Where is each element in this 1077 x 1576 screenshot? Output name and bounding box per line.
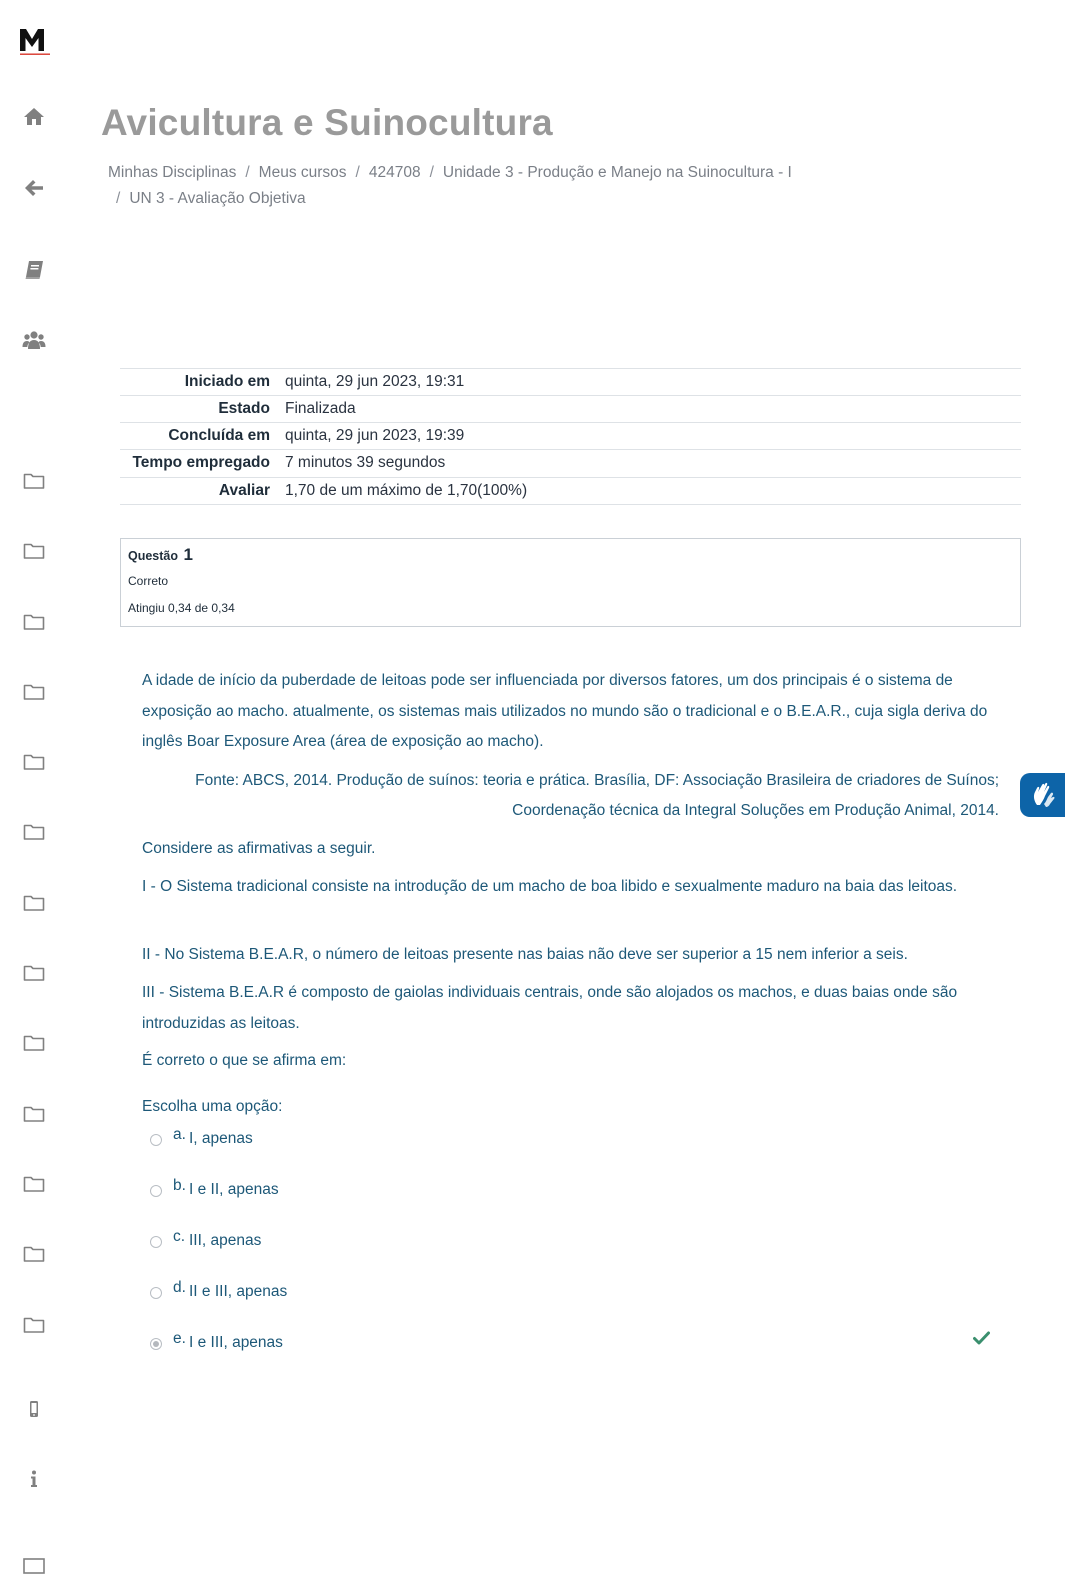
summary-value: 7 minutos 39 segundos [277, 450, 1021, 478]
site-logo[interactable] [19, 24, 53, 58]
question-statement-3: III - Sistema B.E.A.R é composto de gaiolas individuais centrais, onde são alojados os machos, e duas baias onde são introduzidas as leitoas. [142, 984, 958, 1032]
folder-icon[interactable] [22, 469, 46, 493]
folder-icon[interactable] [22, 610, 46, 634]
radio-button[interactable] [150, 1287, 162, 1299]
radio-button-selected[interactable] [150, 1338, 162, 1350]
question-number-value: 1 [183, 545, 193, 564]
folder-icon[interactable] [22, 1031, 46, 1055]
answer-prompt: Escolha uma opção: [142, 1098, 283, 1115]
users-icon[interactable] [22, 328, 46, 352]
question-statement-1: I - O Sistema tradicional consiste na introdução de um macho de boa libido e sexualmente maduro na baia das leitoas. [142, 878, 958, 895]
calendar-icon[interactable] [22, 1552, 46, 1576]
option-letter: e. [173, 1330, 186, 1347]
breadcrumb [108, 160, 868, 212]
breadcrumb-meus-cursos[interactable]: Meus cursos [258, 164, 347, 181]
home-icon[interactable] [22, 104, 46, 128]
option-text: I, apenas [189, 1130, 253, 1147]
breadcrumb-separator: / [429, 164, 434, 181]
back-arrow-icon[interactable] [22, 176, 46, 200]
summary-label: Estado [120, 396, 277, 423]
folder-icon[interactable] [22, 680, 46, 704]
summary-label: Tempo empregado [120, 450, 277, 478]
question-source [142, 766, 999, 825]
sign-language-accessibility-button[interactable] [1020, 773, 1065, 817]
book-icon[interactable] [22, 258, 46, 282]
option-letter: d. [173, 1279, 186, 1296]
summary-row [120, 396, 1021, 423]
summary-label: Concluída em [120, 423, 277, 450]
radio-button[interactable] [150, 1185, 162, 1197]
folder-icon[interactable] [22, 539, 46, 563]
question-label: Questão [128, 549, 179, 563]
question-text [142, 666, 1000, 1069]
option-letter: c. [173, 1228, 186, 1245]
attempt-summary-table [120, 368, 1021, 505]
option-letter: b. [173, 1177, 186, 1194]
breadcrumb-separator: / [116, 190, 121, 207]
breadcrumb-separator: / [245, 164, 250, 181]
source-line: Coordenação técnica da Integral Soluções em Produção Animal, 2014. [512, 801, 999, 819]
summary-row [120, 369, 1021, 396]
folder-icon[interactable] [22, 1242, 46, 1266]
summary-value: quinta, 29 jun 2023, 19:31 [277, 369, 1021, 396]
summary-label: Avaliar [120, 478, 277, 505]
folder-icon[interactable] [22, 750, 46, 774]
question-number [128, 545, 193, 565]
summary-row [120, 423, 1021, 450]
breadcrumb-separator: / [355, 164, 360, 181]
summary-row [120, 478, 1021, 505]
question-intro: A idade de início da puberdade de leitoas pode ser influenciada por diversos fatores, um dos principais é o sistema de exposição ao macho. atualmente, os sistemas mais utilizados no mundo são o tradicional e o B.E.A.R., cuja sigla deriva do inglês Boar Exposure Area (área de exposição ao macho). [142, 672, 988, 750]
folder-icon[interactable] [22, 1313, 46, 1337]
question-consider: Considere as afirmativas a seguir. [142, 840, 376, 857]
question-state: Correto [128, 574, 169, 588]
option-text: III, apenas [189, 1232, 262, 1249]
folder-icon[interactable] [22, 961, 46, 985]
option-text: I e III, apenas [189, 1334, 283, 1351]
summary-value: 1,70 de um máximo de 1,70(100%) [277, 478, 1021, 505]
question-ask: É correto o que se afirma em: [142, 1052, 347, 1069]
mobile-icon[interactable] [22, 1397, 46, 1421]
correct-check-icon [973, 1331, 990, 1350]
radio-button[interactable] [150, 1134, 162, 1146]
folder-icon[interactable] [22, 1102, 46, 1126]
breadcrumb-course-code[interactable]: 424708 [368, 164, 421, 181]
summary-value: quinta, 29 jun 2023, 19:39 [277, 423, 1021, 450]
summary-row [120, 450, 1021, 478]
folder-icon[interactable] [22, 891, 46, 915]
hands-icon [1028, 780, 1058, 810]
source-line: Fonte: ABCS, 2014. Produção de suínos: teoria e prática. Brasília, DF: Associação Brasileira de criadores de Suínos; [195, 772, 999, 789]
sidebar [0, 0, 70, 1571]
option-text: II e III, apenas [189, 1283, 288, 1300]
breadcrumb-quiz[interactable]: UN 3 - Avaliação Objetiva [129, 190, 306, 207]
breadcrumb-minhas-disciplinas[interactable]: Minhas Disciplinas [108, 164, 237, 181]
radio-button[interactable] [150, 1236, 162, 1248]
breadcrumb-unit[interactable]: Unidade 3 - Produção e Manejo na Suinocultura - I [442, 164, 792, 181]
folder-icon[interactable] [22, 820, 46, 844]
question-grade: Atingiu 0,34 de 0,34 [128, 601, 235, 615]
question-info-box [120, 538, 1021, 627]
question-statement-2: II - No Sistema B.E.A.R, o número de leitoas presente nas baias não deve ser superior a 15 nem inferior a seis. [142, 946, 908, 963]
option-letter: a. [173, 1126, 186, 1143]
folder-icon[interactable] [22, 1172, 46, 1196]
summary-value: Finalizada [277, 396, 1021, 423]
page-title: Avicultura e Suinocultura [101, 102, 553, 143]
summary-label: Iniciado em [120, 369, 277, 396]
info-icon[interactable] [22, 1467, 46, 1491]
option-text: I e II, apenas [189, 1181, 279, 1198]
